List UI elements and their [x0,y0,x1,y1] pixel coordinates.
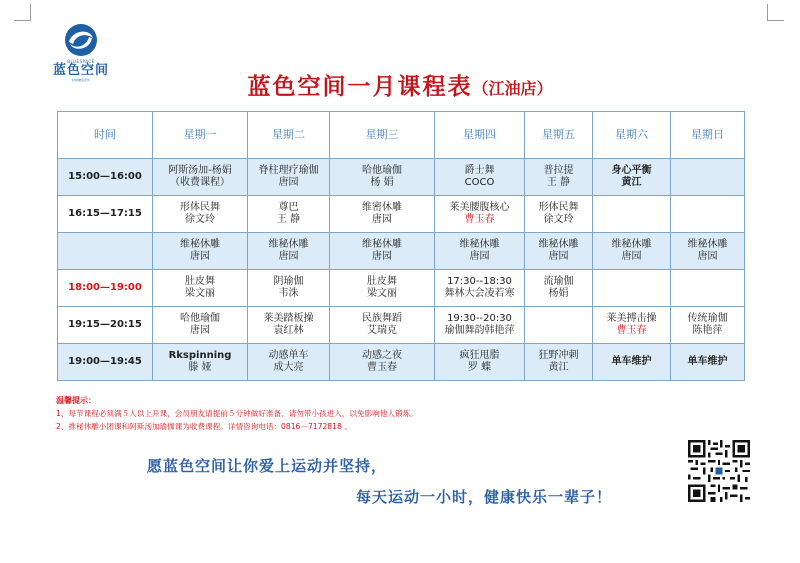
class-name: 疯狂甩脂 [459,350,500,361]
class-name: 维秘休雕 [362,239,402,250]
class-name: 肚皮舞 [185,276,215,287]
time-slot: 18:00—19:00 [58,270,153,307]
instructor: 梁文丽 [367,288,397,299]
time-slot: 16:15—17:15 [58,196,153,233]
slogan-line-2: 每天运动一小时，健康快乐一辈子！ [356,488,613,506]
class-cell [153,270,248,307]
table-row [58,233,745,270]
header-sun: 星期日 [671,112,745,159]
class-cell [153,159,248,196]
time-slot: 19:00—19:45 [58,344,153,381]
header-sat: 星期六 [593,112,671,159]
brand-name-cn: 蓝色空间 [52,63,109,78]
instructor: 韦洙 [278,288,299,299]
class-cell [593,159,671,196]
class-name: 维密休雕 [362,202,402,213]
instructor: 艾瑞克 [367,325,397,336]
class-cell [525,196,593,233]
class-name: 维秘休雕 [687,239,728,250]
class-cell [525,344,593,381]
class-note: （收费课程） [170,177,230,188]
class-name: 普拉提 [543,165,574,176]
qr-code-icon [688,440,750,502]
class-cell-empty [525,307,593,344]
brand-tagline: 时尚健身会所 [71,78,90,82]
instructor: 黄江 [621,177,642,188]
class-cell-empty [593,196,671,233]
instructor: 唐园 [469,251,490,262]
class-name: 维秘休雕 [459,239,500,250]
instructor: 唐园 [697,251,718,262]
class-cell [593,307,671,344]
instructor: 成大亮 [273,362,304,373]
instructor: 滕 娅 [188,362,212,373]
header-time: 时间 [58,112,153,159]
title-main: 蓝色空间一月课程表 [247,74,473,100]
class-name: 脊柱理疗瑜伽 [258,165,319,176]
header-wed: 星期三 [330,112,435,159]
class-cell [435,159,525,196]
class-cell [248,159,330,196]
instructor: 杨 娟 [370,177,394,188]
class-name: 动感单车 [268,350,309,361]
class-cell [671,307,745,344]
instructor: 罗 蝶 [467,362,492,373]
schedule-table [57,111,745,381]
class-name: 尊巴 [278,202,299,213]
note-line: 1、每节课程必须满５人以上开课，会员朋友请提前５分钟做好准备，请勿带小孩进入，以免影响他人锻炼。 [56,409,418,418]
class-cell [330,307,435,344]
class-cell [435,233,525,270]
class-cell-empty [671,196,745,233]
class-cell [525,270,593,307]
note-line: 2、推秘休雕小团课和阿斯汤加瑜伽课为收费课程。详情咨询电话：0816－7172818 。 [56,422,352,431]
instructor: 徐文玲 [185,214,215,225]
class-name: 爵士舞 [464,165,495,176]
table-row [58,159,745,196]
class-time: 19:30--20:30 [447,313,512,324]
class-name: 形体民舞 [180,202,220,213]
crop-mark-top-right [767,4,784,21]
brand-name-en: BLUESPACE [67,59,95,64]
class-cell [248,196,330,233]
class-cell [435,344,525,381]
class-name: 身心平衡 [611,165,652,176]
instructor: 唐园 [278,177,299,188]
class-name: 莱美搏击操 [606,313,657,324]
instructor: 唐园 [372,214,392,225]
class-cell [248,307,330,344]
class-cell [671,233,745,270]
class-name: 莱美腰腹核心 [449,202,510,213]
class-name: 瑜伽舞韵韩艳萍 [444,325,515,336]
class-name: 单车维护 [687,356,728,367]
class-cell [248,233,330,270]
table-row [58,344,745,381]
class-name: Rkspinning [168,350,232,361]
class-cell [671,344,745,381]
instructor: 曹玉春 [616,325,647,336]
instructor: 唐园 [621,251,642,262]
instructor: 徐文玲 [543,214,574,225]
header-mon: 星期一 [153,112,248,159]
instructor: 黄江 [548,362,569,373]
table-row [58,196,745,233]
instructor: 杨娟 [548,288,569,299]
notes-section [56,394,656,433]
slogan-line-1: 愿蓝色空间让你爱上运动并坚持， [147,457,388,475]
header-fri: 星期五 [525,112,593,159]
class-cell [525,159,593,196]
class-cell [330,233,435,270]
class-name: 形体民舞 [538,202,579,213]
class-cell [435,307,525,344]
class-cell [153,233,248,270]
class-cell [593,233,671,270]
title-store: （江油店） [472,79,553,98]
logo-swirl-icon [62,22,100,58]
class-cell [330,344,435,381]
instructor: 唐园 [548,251,569,262]
class-cell [593,344,671,381]
class-name: 维秘休雕 [611,239,652,250]
class-name: 维秘休雕 [538,239,579,250]
instructor: 唐园 [190,251,210,262]
class-cell [330,159,435,196]
class-time: 17:30--18:30 [447,276,512,287]
class-cell [525,233,593,270]
instructor: 唐园 [278,251,299,262]
page-title [0,68,800,101]
time-slot [58,233,153,270]
class-cell [330,270,435,307]
class-cell [435,196,525,233]
header-tue: 星期二 [248,112,330,159]
class-cell [330,196,435,233]
class-name: 动感之夜 [362,350,402,361]
class-name: 阿斯汤加-杨娟 [168,165,232,176]
instructor: 王 静 [276,214,301,225]
table-row [58,307,745,344]
instructor: 陈艳萍 [692,325,723,336]
instructor: 袁红林 [273,325,304,336]
header-thu: 星期四 [435,112,525,159]
instructor: 曹玉春 [367,362,397,373]
class-name: 流瑜伽 [543,276,574,287]
class-cell-empty [593,270,671,307]
class-name: 单车维护 [611,356,652,367]
instructor: COCO [464,177,495,188]
instructor: 唐园 [190,325,210,336]
instructor: 唐园 [372,251,392,262]
class-name: 阴瑜伽 [273,276,304,287]
class-name: 狂野冲刺 [538,350,579,361]
time-slot: 19:15—20:15 [58,307,153,344]
class-name: 舞林大会凌若寒 [444,288,515,299]
class-name: 传统瑜伽 [687,313,728,324]
class-name: 肚皮舞 [367,276,397,287]
instructor: 梁文丽 [185,288,215,299]
class-name: 哈他瑜伽 [180,313,220,324]
class-cell [248,270,330,307]
class-cell-empty [671,270,745,307]
instructor: 曹玉春 [464,214,495,225]
notes-title: 温馨提示： [56,396,96,405]
class-name: 民族舞蹈 [362,313,402,324]
class-cell [248,344,330,381]
crop-mark-top-left [14,4,31,21]
class-name: 莱美踏板操 [263,313,314,324]
class-cell [153,344,248,381]
time-slot: 15:00—16:00 [58,159,153,196]
class-cell [435,270,525,307]
class-name: 哈他瑜伽 [362,165,402,176]
class-name: 维秘休雕 [268,239,309,250]
class-cell [153,196,248,233]
table-row [58,270,745,307]
class-cell-empty [671,159,745,196]
class-name: 维秘休雕 [180,239,220,250]
instructor: 王 静 [546,177,571,188]
header-row [58,112,745,159]
class-cell [153,307,248,344]
